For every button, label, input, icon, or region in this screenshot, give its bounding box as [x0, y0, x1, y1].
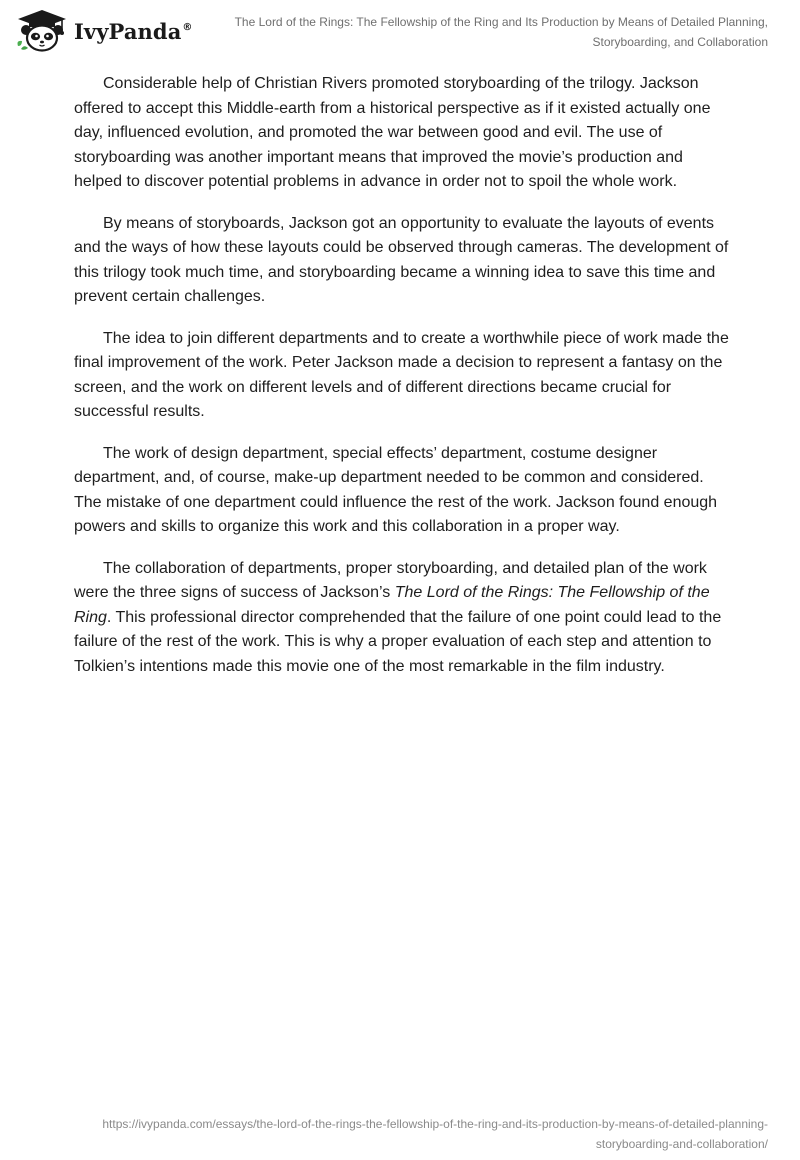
- paragraph: [74, 557, 734, 680]
- page-header: [0, 0, 800, 60]
- paragraph: Considerable help of Christian Rivers promoted storyboarding of the trilogy. Jackson offered to accept this Middle-earth from a historical perspective as if it existed actually one day, influenced evolution, and promoted the war between good and evil. The use of storyboarding was another important means that improved the movie’s production and helped to discover potential problems in advance in order not to spoil the whole work.: [74, 75, 711, 190]
- brand-name: IvyPanda®: [74, 18, 193, 44]
- essay-body: [74, 72, 734, 696]
- paragraph-text: . This professional director comprehended that the failure of one point could lead to the failure of the rest of the work. This is why a proper evaluation of each step and attention to Tolkien’s intentions made this movie one of the most remarkable in the film industry.: [74, 608, 722, 675]
- paragraph-text: The collaboration of departments, proper storyboarding, and detailed plan of the work were the three signs of success of Jackson’s: [74, 559, 707, 601]
- source-url[interactable]: [48, 1114, 768, 1154]
- document-title: [188, 12, 768, 52]
- document-title-line: The Lord of the Rings: The Fellowship of the Ring and Its Production by Means of Detailed Planning,: [234, 15, 768, 29]
- source-url-line: storyboarding-and-collaboration/: [595, 1137, 768, 1151]
- film-title: The Lord of the Rings: The Fellowship of the Ring: [74, 584, 710, 626]
- registered-mark: ®: [182, 21, 193, 33]
- document-title-line: Storyboarding, and Collaboration: [592, 35, 768, 49]
- source-url-line: https://ivypanda.com/essays/the-lord-of-the-rings-the-fellowship-of-the-ring-and-its-production-by-means-of-detailed-planning-: [102, 1117, 768, 1131]
- paragraph: The work of design department, special effects’ department, costume designer department, and, of course, make-up department needed to be common and considered. The mistake of one department could influence the rest of the work. Jackson found enough powers and skills to organize this work and this collaboration in a proper way.: [74, 444, 718, 535]
- ivypanda-logo[interactable]: [14, 8, 193, 52]
- paragraph: By means of storyboards, Jackson got an opportunity to evaluate the layouts of events and the ways of how these layouts could be observed through cameras. The development of this trilogy took much time, and storyboarding became a winning idea to save this time and prevent certain challenges.: [74, 214, 729, 305]
- panda-graduate-icon: [14, 8, 70, 52]
- paragraph: The idea to join different departments and to create a worthwhile piece of work made the final improvement of the work. Peter Jackson made a decision to represent a fantasy on the screen, and the work on different levels and of different directions became crucial for successful results.: [74, 329, 729, 420]
